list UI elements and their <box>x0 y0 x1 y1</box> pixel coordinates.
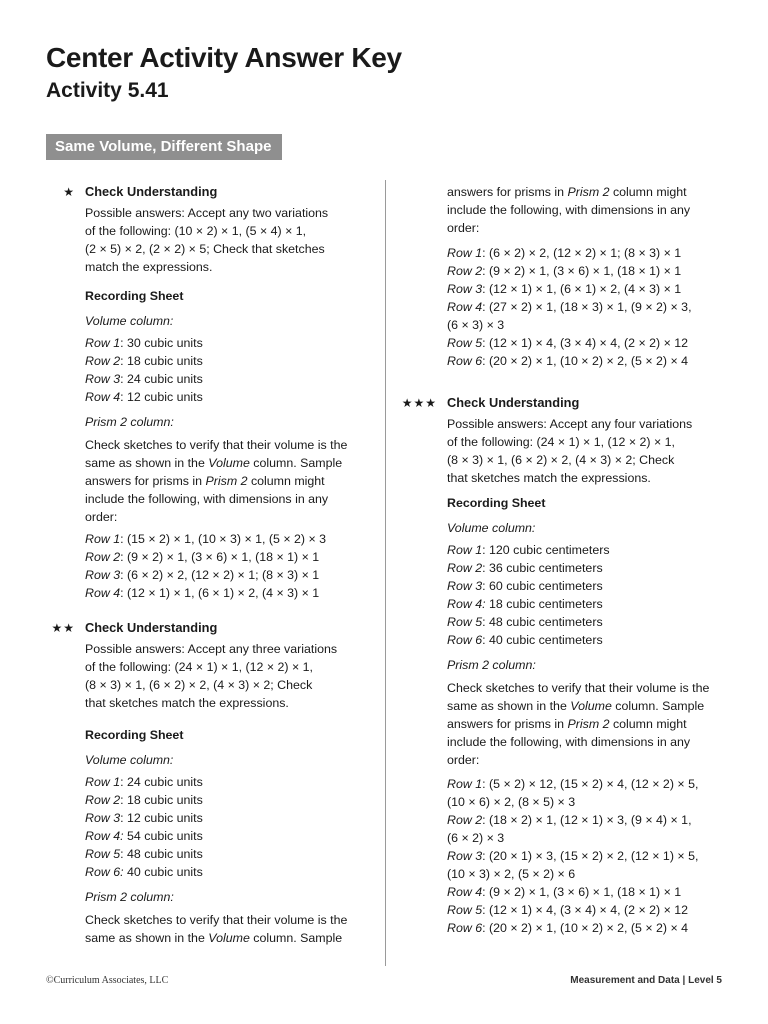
text-line: Check sketches to verify that their volume is the <box>85 438 348 452</box>
row-line: Row 4: (12 × 1) × 1, (6 × 1) × 2, (4 × 3) × 1 <box>85 586 320 600</box>
one-star-recording-title: Recording Sheet <box>85 289 184 303</box>
row-label: Row 3 <box>85 568 121 582</box>
row-line: Row 3: (20 × 1) × 3, (15 × 2) × 2, (12 × 1) × 5, <box>447 849 699 863</box>
text-line: answers for prisms in Prism 2 column might <box>447 717 687 731</box>
text-line: match the expressions. <box>85 260 213 274</box>
three-star-heading <box>401 394 737 412</box>
row-label: Row 1 <box>447 543 483 557</box>
row-label: Row 4: <box>447 597 486 611</box>
text-line: include the following, with dimensions in any <box>85 492 329 506</box>
row-label: Row 1 <box>85 336 121 350</box>
one-star-answer <box>85 204 377 276</box>
copyright-text: ©Curriculum Associates, LLC <box>46 975 169 986</box>
text-line: (8 × 3) × 1, (6 × 2) × 2, (4 × 3) × 2; Check <box>447 453 675 467</box>
one-star-prism-intro <box>85 436 377 526</box>
two-star-heading <box>51 619 377 637</box>
row-label: Row 6 <box>447 633 483 647</box>
row-line: Row 1: 30 cubic units <box>85 336 203 350</box>
row-label: Row 6 <box>447 921 483 935</box>
row-label: Row 5 <box>85 847 121 861</box>
text-line: answers for prisms in Prism 2 column might <box>447 185 687 199</box>
row-line: Row 5: 48 cubic centimeters <box>447 615 603 629</box>
right-column <box>401 183 737 937</box>
text-line: (2 × 5) × 2, (2 × 2) × 5; Check that sketches <box>85 242 325 256</box>
two-star-prism-intro-continued <box>447 183 737 237</box>
text-line: Possible answers: Accept any three variations <box>85 642 338 656</box>
text-line: Possible answers: Accept any four variations <box>447 417 693 431</box>
row-label: Row 4 <box>447 885 483 899</box>
row-label: Row 2 <box>85 354 121 368</box>
text-line: (8 × 3) × 1, (6 × 2) × 2, (4 × 3) × 2; Check <box>85 678 313 692</box>
row-label: Row 2 <box>85 550 121 564</box>
three-star-prism-rows <box>447 775 737 937</box>
row-line: Row 6: 40 cubic units <box>85 865 203 879</box>
text-line: that sketches match the expressions. <box>85 696 289 710</box>
three-star-prism-intro <box>447 679 737 769</box>
row-label: Row 3 <box>85 372 121 386</box>
row-label: Row 1 <box>85 775 121 789</box>
row-line: Row 4: (9 × 2) × 1, (3 × 6) × 1, (18 × 1) × 1 <box>447 885 682 899</box>
row-line: Row 2: 18 cubic units <box>85 793 203 807</box>
row-line: Row 3: 12 cubic units <box>85 811 203 825</box>
row-line: Row 4: 54 cubic units <box>85 829 203 843</box>
text-line: order: <box>447 753 480 767</box>
one-star-prism-rows <box>85 530 377 602</box>
one-star-prism-label: Prism 2 column: <box>85 415 174 429</box>
one-star-volume-label: Volume column: <box>85 314 174 328</box>
row-line: Row 5: 48 cubic units <box>85 847 203 861</box>
one-star-heading <box>63 183 377 201</box>
text-line: same as shown in the Volume column. Sample <box>447 699 705 713</box>
row-label: Row 3 <box>447 579 483 593</box>
text-line: include the following, with dimensions in any <box>447 203 691 217</box>
two-star-volume-label: Volume column: <box>85 753 174 767</box>
two-star-answer <box>85 640 377 712</box>
row-line: Row 4: 12 cubic units <box>85 390 203 404</box>
row-label: Row 5 <box>447 903 483 917</box>
row-line: Row 1: (5 × 2) × 12, (15 × 2) × 4, (12 × 2) × 5, <box>447 777 699 791</box>
row-line: Row 2: (9 × 2) × 1, (3 × 6) × 1, (18 × 1) × 1 <box>447 264 682 278</box>
row-label: Row 5 <box>447 336 483 350</box>
three-star-volume-rows <box>447 541 737 649</box>
row-label: Row 2 <box>447 561 483 575</box>
row-label: Row 1 <box>447 777 483 791</box>
row-label: Row 1 <box>447 246 483 260</box>
page-title: Center Activity Answer Key <box>46 42 402 73</box>
row-label: Row 2 <box>85 793 121 807</box>
three-star-answer <box>447 415 737 487</box>
row-line: Row 6: 40 cubic centimeters <box>447 633 603 647</box>
activity-subtitle: Activity 5.41 <box>46 79 169 102</box>
row-line: Row 4: (27 × 2) × 1, (18 × 3) × 1, (9 × 2) × 3, <box>447 300 692 314</box>
row-line: Row 5: (12 × 1) × 4, (3 × 4) × 4, (2 × 2) × 12 <box>447 336 689 350</box>
row-label: Row 3 <box>447 849 483 863</box>
row-line: Row 2: 18 cubic units <box>85 354 203 368</box>
three-star-prism-label: Prism 2 column: <box>447 658 536 672</box>
row-line: Row 3: 24 cubic units <box>85 372 203 386</box>
row-line: Row 2: (9 × 2) × 1, (3 × 6) × 1, (18 × 1) × 1 <box>85 550 320 564</box>
series-label: Measurement and Data | Level 5 <box>570 975 722 986</box>
row-line: Row 1: (6 × 2) × 2, (12 × 2) × 1; (8 × 3) × 1 <box>447 246 682 260</box>
text-line: of the following: (24 × 1) × 1, (12 × 2) × 1, <box>85 660 313 674</box>
row-label: Row 1 <box>85 532 121 546</box>
one-star-heading-text: Check Understanding <box>85 184 218 199</box>
three-star-icon: ★★★ <box>401 396 437 410</box>
row-line: (6 × 3) × 3 <box>447 318 505 332</box>
row-line: Row 2: (18 × 2) × 1, (12 × 1) × 3, (9 × 4) × 1, <box>447 813 692 827</box>
text-line: include the following, with dimensions in any <box>447 735 691 749</box>
text-line: same as shown in the Volume column. Sample <box>85 931 343 945</box>
text-line: same as shown in the Volume column. Sample <box>85 456 343 470</box>
text-line: answers for prisms in Prism 2 column might <box>85 474 325 488</box>
left-column <box>51 183 377 947</box>
row-line: (10 × 6) × 2, (8 × 5) × 3 <box>447 795 576 809</box>
row-label: Row 4 <box>447 300 483 314</box>
row-label: Row 3 <box>85 811 121 825</box>
two-star-prism-rows <box>447 244 737 370</box>
two-star-recording-title: Recording Sheet <box>85 728 184 742</box>
row-line: Row 1: 24 cubic units <box>85 775 203 789</box>
row-label: Row 4: <box>85 829 124 843</box>
text-line: Possible answers: Accept any two variations <box>85 206 329 220</box>
two-star-icon: ★★ <box>51 621 75 635</box>
row-line: Row 2: 36 cubic centimeters <box>447 561 603 575</box>
row-line: Row 1: 120 cubic centimeters <box>447 543 610 557</box>
section-banner: Same Volume, Different Shape <box>46 134 282 160</box>
row-line: Row 6: (20 × 2) × 1, (10 × 2) × 2, (5 × 2) × 4 <box>447 921 689 935</box>
text-line: of the following: (24 × 1) × 1, (12 × 2) × 1, <box>447 435 675 449</box>
text-line: Check sketches to verify that their volume is the <box>85 913 348 927</box>
row-line: Row 5: (12 × 1) × 4, (3 × 4) × 4, (2 × 2) × 12 <box>447 903 689 917</box>
row-label: Row 2 <box>447 264 483 278</box>
text-line: order: <box>447 221 480 235</box>
text-line: Check sketches to verify that their volume is the <box>447 681 710 695</box>
three-star-heading-text: Check Understanding <box>447 395 580 410</box>
row-label: Row 6: <box>85 865 124 879</box>
row-label: Row 4 <box>85 390 121 404</box>
row-line: Row 3: 60 cubic centimeters <box>447 579 603 593</box>
row-line: Row 6: (20 × 2) × 1, (10 × 2) × 2, (5 × 2) × 4 <box>447 354 689 368</box>
row-line: Row 1: (15 × 2) × 1, (10 × 3) × 1, (5 × 2) × 3 <box>85 532 327 546</box>
three-star-volume-label: Volume column: <box>447 521 536 535</box>
two-star-prism-label: Prism 2 column: <box>85 890 174 904</box>
three-star-recording-title: Recording Sheet <box>447 496 546 510</box>
row-label: Row 4 <box>85 586 121 600</box>
row-label: Row 3 <box>447 282 483 296</box>
row-line: Row 3: (6 × 2) × 2, (12 × 2) × 1; (8 × 3) × 1 <box>85 568 320 582</box>
one-star-volume-rows <box>85 334 377 406</box>
one-star-icon: ★ <box>63 185 75 199</box>
text-line: order: <box>85 510 118 524</box>
row-label: Row 5 <box>447 615 483 629</box>
column-divider <box>385 180 386 966</box>
text-line: of the following: (10 × 2) × 1, (5 × 4) × 1, <box>85 224 307 238</box>
row-line: Row 4: 18 cubic centimeters <box>447 597 603 611</box>
row-label: Row 6 <box>447 354 483 368</box>
two-star-prism-intro <box>85 911 377 947</box>
row-line: (10 × 3) × 2, (5 × 2) × 6 <box>447 867 576 881</box>
row-line: Row 3: (12 × 1) × 1, (6 × 1) × 2, (4 × 3) × 1 <box>447 282 682 296</box>
two-star-heading-text: Check Understanding <box>85 620 218 635</box>
text-line: that sketches match the expressions. <box>447 471 651 485</box>
two-star-volume-rows <box>85 773 377 881</box>
row-label: Row 2 <box>447 813 483 827</box>
row-line: (6 × 2) × 3 <box>447 831 505 845</box>
